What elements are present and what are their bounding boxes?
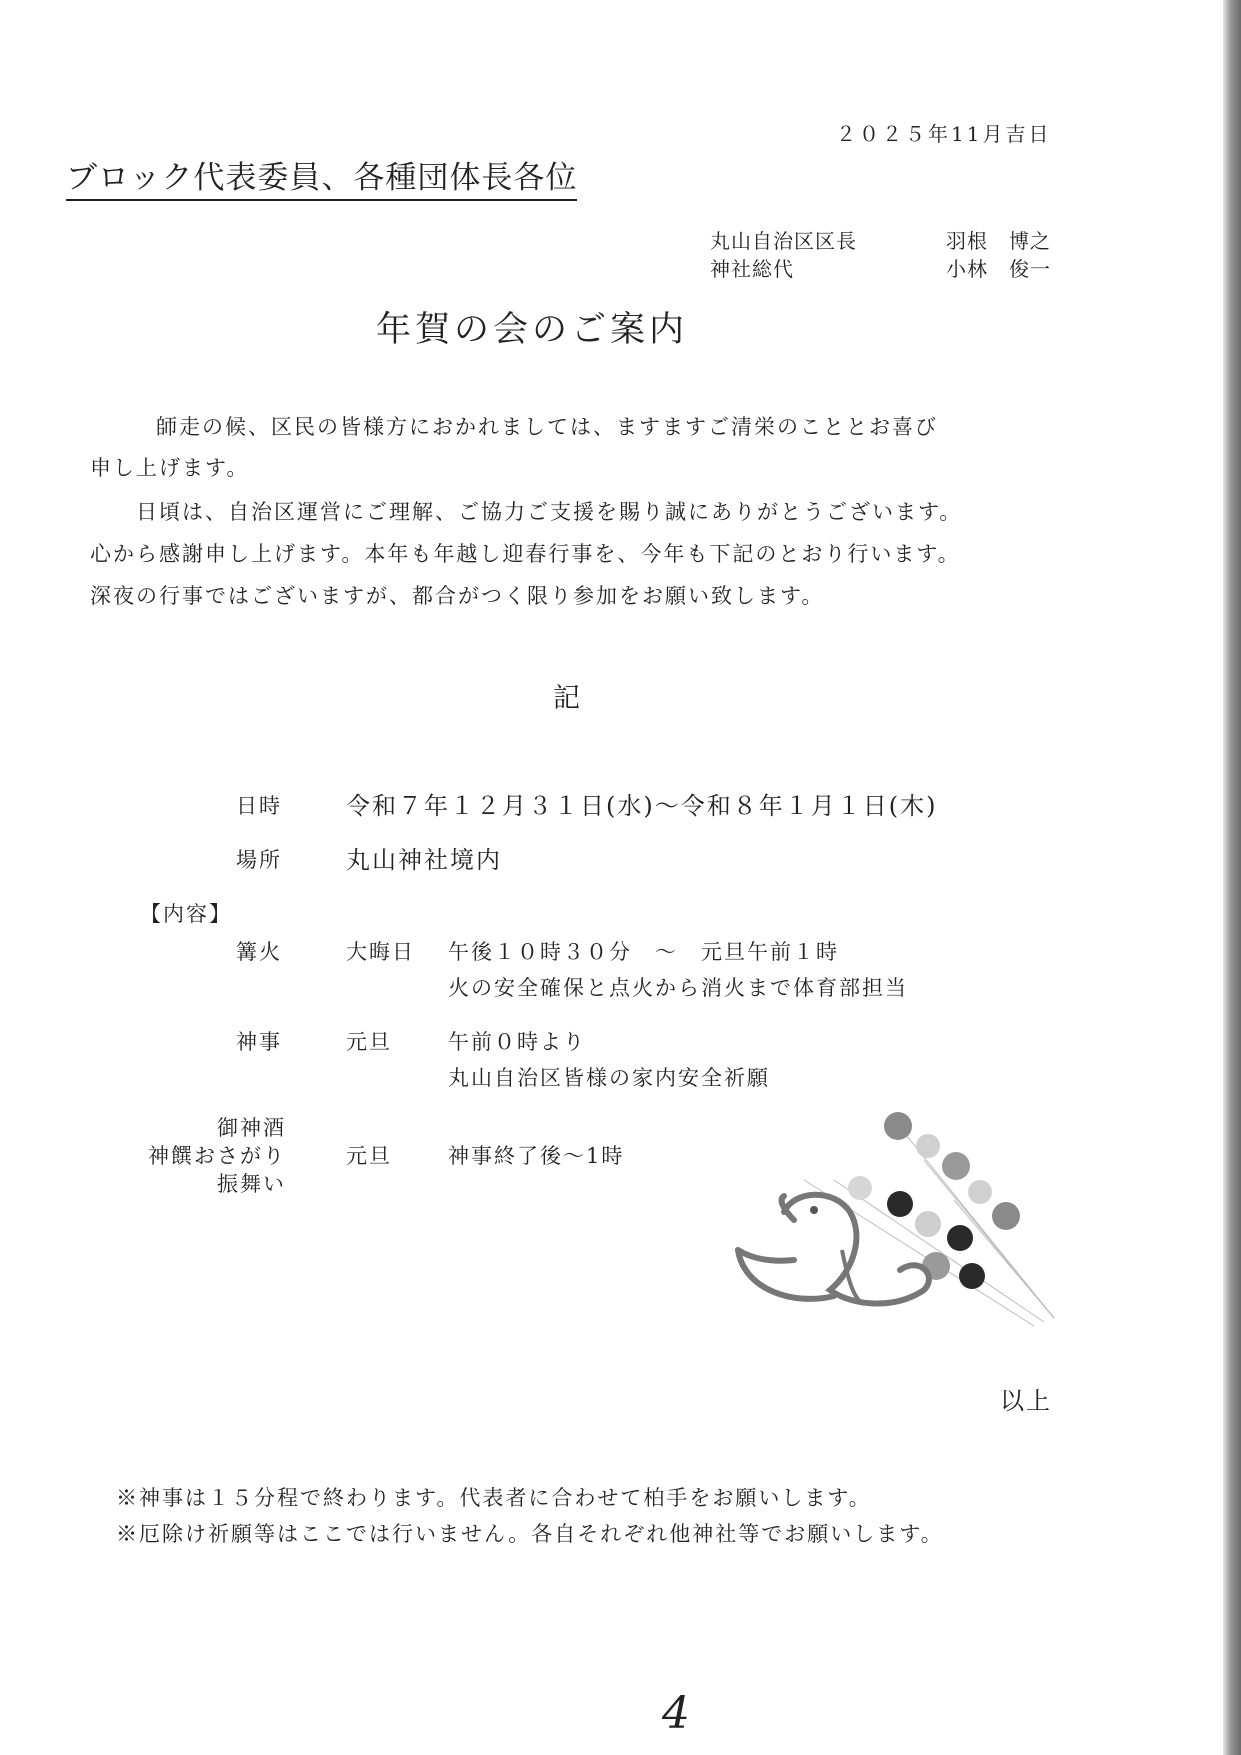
closing-ijou: 以上 xyxy=(1000,1387,1052,1415)
miki-label-1: 御神酒 xyxy=(217,1116,286,1140)
kagaribi-note: 火の安全確保と点火から消火まで体育部担当 xyxy=(448,976,908,1000)
sender-name-2: 小林 俊一 xyxy=(946,257,1051,281)
sender-role-1: 丸山自治区区長 xyxy=(710,229,857,253)
place-label: 場所 xyxy=(236,848,282,872)
body-line-2: 申し上げます。 xyxy=(90,456,250,480)
recipient-line: ブロック代表委員、各種団体長各位 xyxy=(66,152,577,201)
miki-label-3: 振舞い xyxy=(217,1172,286,1196)
sender-name-1: 羽根 博之 xyxy=(946,229,1051,253)
body-line-3: 日頃は、自治区運営にご理解、ご協力ご支援を賜り誠にありがとうございます。 xyxy=(136,500,963,524)
sender-role-2: 神社総代 xyxy=(710,257,794,281)
miki-time: 神事終了後～1時 xyxy=(448,1144,625,1168)
body-line-1: 師走の候、区民の皆様方におかれましては、ますますご清栄のこととお喜び xyxy=(156,415,938,439)
miki-label-2: 神饌おさがり xyxy=(148,1144,286,1168)
dango-beads xyxy=(848,1112,1020,1289)
miki-day: 元旦 xyxy=(346,1144,392,1168)
shinji-note: 丸山自治区皆様の家内安全祈願 xyxy=(448,1066,770,1090)
shinji-label: 神事 xyxy=(236,1030,282,1054)
kagaribi-time: 午後１０時３０分 ～ 元旦午前１時 xyxy=(448,940,839,964)
datetime-value: 令和７年１２月３１日(水)～令和８年１月１日(木) xyxy=(346,792,938,820)
ki-heading: 記 xyxy=(553,683,580,714)
bird-eye xyxy=(810,1206,818,1214)
body-line-5: 深夜の行事ではございますが、都合がつく限り参加をお願い致します。 xyxy=(90,584,825,608)
kagaribi-label: 篝火 xyxy=(236,940,282,964)
document-date: ２０２５年11月吉日 xyxy=(836,122,1052,146)
document-title: 年賀の会のご案内 xyxy=(376,310,689,350)
kagaribi-day: 大晦日 xyxy=(346,940,415,964)
shinji-time: 午前０時より xyxy=(448,1030,586,1054)
content-label: 【内容】 xyxy=(140,902,232,926)
note-1: ※神事は１５分程で終わります。代表者に合わせて柏手をお願いします。 xyxy=(116,1486,872,1510)
scan-edge xyxy=(1223,0,1241,1755)
note-2: ※厄除け祈願等はここでは行いません。各自それぞれ他神社等でお願いします。 xyxy=(116,1522,944,1546)
body-line-4: 心から感謝申し上げます。本年も年越し迎春行事を、今年も下記のとおり行います。 xyxy=(90,542,961,566)
bird-and-dango-illustration xyxy=(724,1100,1064,1340)
page-number: 4 xyxy=(662,1688,690,1739)
shinji-day: 元旦 xyxy=(346,1030,392,1054)
place-value: 丸山神社境内 xyxy=(346,846,502,874)
datetime-label: 日時 xyxy=(236,794,282,818)
